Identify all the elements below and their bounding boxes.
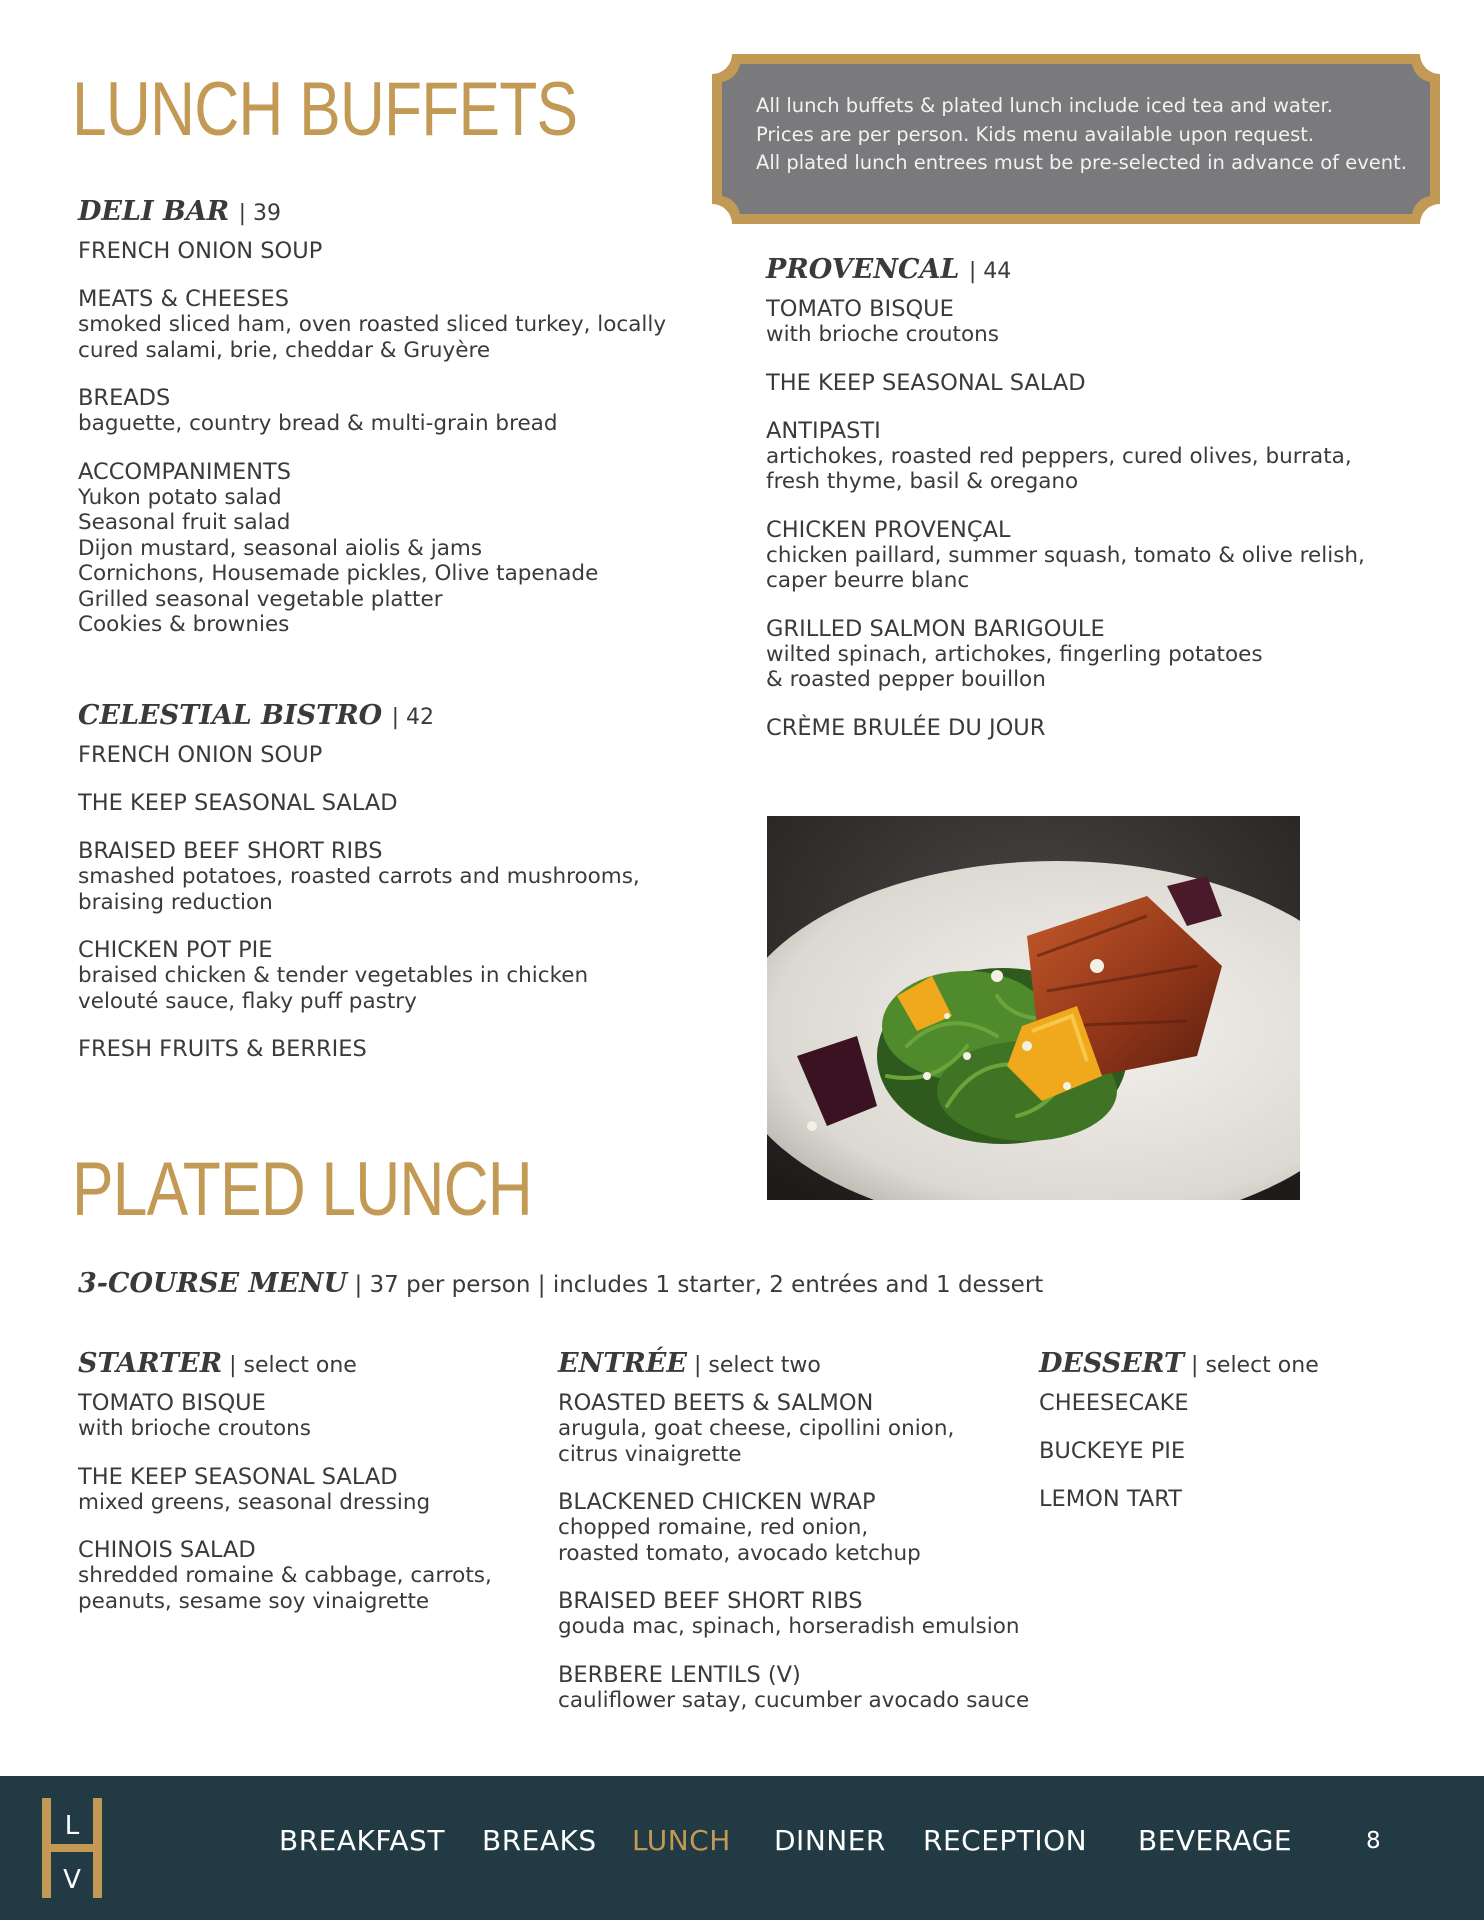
- menu-item-description: Cornichons, Housemade pickles, Olive tapenade: [78, 561, 599, 587]
- menu-item-description: chopped romaine, red onion,: [558, 1515, 869, 1541]
- deli-bar-price: | 39: [238, 201, 282, 226]
- menu-item-name: ROASTED BEETS & SALMON: [558, 1390, 874, 1417]
- menu-item: [558, 1662, 1029, 1714]
- entree-select: | select two: [686, 1353, 821, 1378]
- menu-item-description: mixed greens, seasonal dressing: [78, 1489, 431, 1515]
- menu-item-description: wilted spinach, artichokes, fingerling potatoes: [766, 641, 1263, 667]
- menu-item: [766, 517, 1365, 594]
- section-title: [78, 700, 640, 732]
- menu-item: [78, 238, 666, 264]
- starter-column: [78, 1348, 492, 1614]
- menu-item-name: BRAISED BEEF SHORT RIBS: [78, 838, 383, 865]
- celestial-bistro-section: [78, 700, 640, 1062]
- menu-item-description: Dijon mustard, seasonal aiolis & jams: [78, 535, 483, 561]
- menu-item-description: artichokes, roasted red peppers, cured olives, burrata,: [766, 443, 1352, 469]
- menu-item-description: citrus vinaigrette: [558, 1441, 742, 1467]
- celestial-bistro-price: | 42: [391, 705, 434, 730]
- menu-item-description: gouda mac, spinach, horseradish emulsion: [558, 1614, 1020, 1640]
- menu-item-description: smashed potatoes, roasted carrots and mushrooms,: [78, 864, 640, 890]
- starter-select: | select one: [222, 1353, 357, 1378]
- course-title: 3-COURSE MENU: [78, 1268, 348, 1299]
- menu-item: [78, 1464, 492, 1516]
- menu-item: [558, 1588, 1029, 1640]
- hlv-logo-icon: [40, 1798, 104, 1898]
- menu-item-name: ACCOMPANIMENTS: [78, 458, 292, 485]
- deli-bar-section: [78, 196, 666, 638]
- menu-item-description: braising reduction: [78, 889, 273, 915]
- menu-item-name: CHEESECAKE: [1039, 1390, 1189, 1417]
- menu-item-name: FRESH FRUITS & BERRIES: [78, 1036, 367, 1063]
- menu-item-name: TOMATO BISQUE: [78, 1390, 266, 1417]
- provencal-title: PROVENCAL: [766, 254, 960, 285]
- menu-items: [78, 1390, 492, 1614]
- starter-title: STARTER: [78, 1348, 223, 1379]
- menu-item-description: arugula, goat cheese, cipollini onion,: [558, 1416, 955, 1442]
- menu-item: [78, 1537, 492, 1614]
- menu-item-name: LEMON TART: [1039, 1486, 1182, 1513]
- section-title: [766, 254, 1365, 286]
- menu-item-description: roasted tomato, avocado ketchup: [558, 1540, 921, 1566]
- menu-item-description: shredded romaine & cabbage, carrots,: [78, 1563, 492, 1589]
- plated-lunch-heading: PLATED LUNCH: [72, 1147, 532, 1232]
- deli-bar-title: DELI BAR: [78, 196, 230, 227]
- nav-lunch[interactable]: LUNCH: [632, 1824, 731, 1857]
- menu-items: [78, 238, 666, 638]
- menu-item: [1039, 1486, 1319, 1512]
- dessert-title: DESSERT: [1039, 1348, 1185, 1379]
- menu-item-name: CHINOIS SALAD: [78, 1537, 256, 1564]
- nav-breakfast[interactable]: BREAKFAST: [279, 1824, 445, 1857]
- note-line: All lunch buffets & plated lunch include iced tea and water.: [756, 94, 1333, 117]
- menu-item: [78, 790, 640, 816]
- menu-item-description: cauliflower satay, cucumber avocado sauce: [558, 1687, 1030, 1713]
- menu-item: [766, 616, 1365, 693]
- menu-item: [78, 838, 640, 915]
- menu-item-name: BLACKENED CHICKEN WRAP: [558, 1489, 876, 1516]
- menu-item-description: braised chicken & tender vegetables in chicken: [78, 963, 589, 989]
- menu-item-name: CHICKEN POT PIE: [78, 937, 273, 964]
- salmon-plate-photo: [767, 816, 1300, 1200]
- menu-items: [558, 1390, 1029, 1713]
- menu-item: [1039, 1438, 1319, 1464]
- section-title: [558, 1348, 1029, 1380]
- menu-item: [558, 1489, 1029, 1566]
- menu-item-name: CHICKEN PROVENÇAL: [766, 516, 1011, 543]
- note-text: [756, 92, 1407, 178]
- menu-item-name: THE KEEP SEASONAL SALAD: [78, 790, 398, 817]
- note-line: All plated lunch entrees must be pre-selected in advance of event.: [756, 151, 1407, 174]
- menu-item-description: Cookies & brownies: [78, 612, 290, 638]
- nav-dinner[interactable]: DINNER: [774, 1824, 886, 1857]
- menu-item-name: MEATS & CHEESES: [78, 286, 289, 313]
- menu-item-name: TOMATO BISQUE: [766, 296, 954, 323]
- menu-item-description: peanuts, sesame soy vinaigrette: [78, 1588, 430, 1614]
- dessert-select: | select one: [1184, 1353, 1319, 1378]
- provencal-price: | 44: [968, 259, 1012, 284]
- entree-title: ENTRÉE: [558, 1348, 687, 1379]
- menu-item: [766, 418, 1365, 495]
- menu-item: [766, 370, 1365, 396]
- menu-items: [1039, 1390, 1319, 1512]
- menu-item-description: caper beurre blanc: [766, 568, 970, 594]
- menu-item: [78, 459, 666, 638]
- provencal-section: [766, 254, 1365, 741]
- menu-items: [78, 742, 640, 1062]
- menu-item: [78, 1036, 640, 1062]
- menu-item-description: & roasted pepper bouillon: [766, 667, 1046, 693]
- menu-item-name: BERBERE LENTILS (V): [558, 1661, 801, 1688]
- menu-item-description: velouté sauce, flaky puff pastry: [78, 988, 417, 1014]
- info-note-box: [712, 54, 1440, 224]
- menu-item-name: THE KEEP SEASONAL SALAD: [766, 369, 1086, 396]
- menu-item-name: FRENCH ONION SOUP: [78, 742, 323, 769]
- menu-item-name: ANTIPASTI: [766, 417, 881, 444]
- menu-item: [78, 937, 640, 1014]
- nav-breaks[interactable]: BREAKS: [482, 1824, 597, 1857]
- entree-column: [558, 1348, 1029, 1713]
- section-title: [78, 196, 666, 228]
- menu-item-name: BRAISED BEEF SHORT RIBS: [558, 1588, 863, 1615]
- menu-item-description: chicken paillard, summer squash, tomato & olive relish,: [766, 542, 1365, 568]
- menu-item-name: FRENCH ONION SOUP: [78, 238, 323, 265]
- logo-letter-v: V: [63, 1865, 81, 1895]
- menu-item: [78, 742, 640, 768]
- menu-item-description: with brioche croutons: [78, 1416, 311, 1442]
- menu-item: [766, 296, 1365, 348]
- menu-item: [78, 286, 666, 363]
- menu-item-description: smoked sliced ham, oven roasted sliced turkey, locally: [78, 312, 667, 338]
- section-title: [78, 1348, 492, 1380]
- dessert-column: [1039, 1348, 1319, 1512]
- menu-item: [766, 715, 1365, 741]
- menu-item: [1039, 1390, 1319, 1416]
- menu-item-name: BREADS: [78, 385, 171, 412]
- menu-item-name: CRÈME BRULÉE DU JOUR: [766, 714, 1046, 741]
- menu-item-description: Yukon potato salad: [78, 484, 282, 510]
- menu-item-description: Grilled seasonal vegetable platter: [78, 586, 443, 612]
- menu-item-description: cured salami, brie, cheddar & Gruyère: [78, 337, 491, 363]
- lunch-buffets-heading: LUNCH BUFFETS: [72, 67, 578, 152]
- course-details: | 37 per person | includes 1 starter, 2 entrées and 1 dessert: [347, 1272, 1044, 1298]
- celestial-bistro-title: CELESTIAL BISTRO: [78, 700, 383, 731]
- menu-item-name: BUCKEYE PIE: [1039, 1438, 1186, 1465]
- menu-item-name: GRILLED SALMON BARIGOULE: [766, 615, 1105, 642]
- menu-item-description: with brioche croutons: [766, 322, 999, 348]
- menu-item: [78, 1390, 492, 1442]
- footer-nav-bar: [0, 1776, 1484, 1920]
- menu-item-name: THE KEEP SEASONAL SALAD: [78, 1463, 398, 1490]
- menu-item-description: fresh thyme, basil & oregano: [766, 469, 1079, 495]
- menu-item: [78, 385, 666, 437]
- section-title: [1039, 1348, 1319, 1380]
- menu-items: [766, 296, 1365, 741]
- menu-item-description: Seasonal fruit salad: [78, 510, 291, 536]
- nav-reception[interactable]: RECEPTION: [923, 1824, 1088, 1857]
- menu-item-description: baguette, country bread & multi-grain bread: [78, 411, 558, 437]
- menu-item: [558, 1390, 1029, 1467]
- note-line: Prices are per person. Kids menu available upon request.: [756, 122, 1315, 146]
- three-course-menu-line: [78, 1268, 1043, 1299]
- logo-letter-l: L: [64, 1811, 80, 1841]
- nav-beverage[interactable]: BEVERAGE: [1138, 1824, 1293, 1857]
- page-number: 8: [1366, 1828, 1381, 1854]
